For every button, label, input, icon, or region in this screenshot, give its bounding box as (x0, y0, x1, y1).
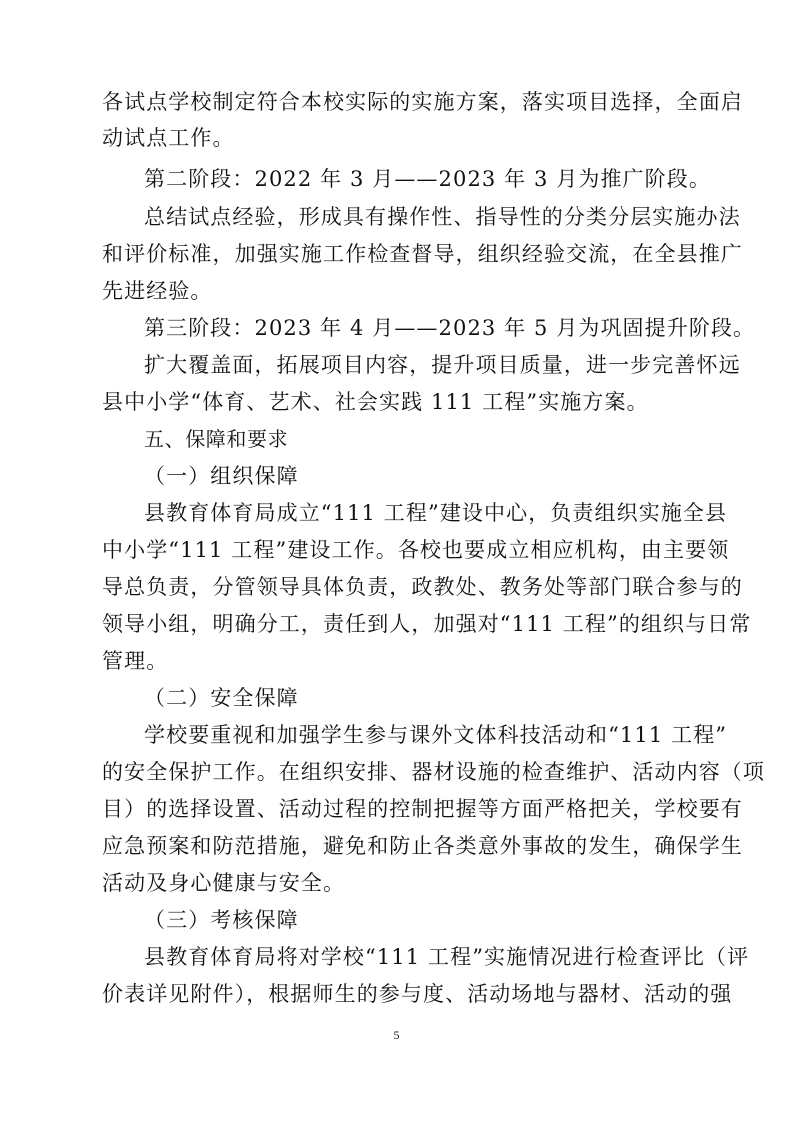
stage-two-line: 第二阶段：2022 年 3 月——2023 年 3 月为推广阶段。 (144, 167, 711, 191)
paragraph-line: 扩大覆盖面，拓展项目内容，提升项目质量，进一步完善怀远 (144, 353, 741, 377)
subsection-heading: （一）组织保障 (144, 464, 299, 488)
stage-three-line: 第三阶段：2023 年 4 月——2023 年 5 月为巩固提升阶段。 (144, 316, 756, 340)
subsection-heading: （三）考核保障 (144, 908, 299, 932)
paragraph-line: 导总负责，分管领导具体负责，政教处、教务处等部门联合参与的 (102, 575, 743, 599)
paragraph-line: 县中小学“体育、艺术、社会实践 111 工程”实施方案。 (102, 390, 649, 414)
paragraph-line: 总结试点经验，形成具有操作性、指导性的分类分层实施办法 (144, 205, 741, 229)
paragraph-line: 先进经验。 (102, 279, 213, 303)
paragraph-line: 活动及身心健康与安全。 (102, 871, 346, 895)
paragraph-line: 县教育体育局将对学校“111 工程”实施情况进行检查评比（评 (144, 945, 750, 969)
paragraph-line: 各试点学校制定符合本校实际的实施方案，落实项目选择，全面启 (102, 90, 743, 114)
paragraph-line: 目）的选择设置、活动过程的控制把握等方面严格把关，学校要有 (102, 797, 743, 821)
paragraph-line: 价表详见附件），根据师生的参与度、活动场地与器材、活动的强 (102, 982, 733, 1006)
page-number: 5 (393, 1028, 400, 1042)
subsection-heading: （二）安全保障 (144, 686, 299, 710)
paragraph-line: 学校要重视和加强学生参与课外文体科技活动和“111 工程” (144, 723, 728, 747)
paragraph-line: 领导小组，明确分工，责任到人，加强对“111 工程”的组织与日常 (102, 612, 752, 636)
section-heading: 五、保障和要求 (144, 427, 289, 451)
paragraph-line: 县教育体育局成立“111 工程”建设中心，负责组织实施全县 (144, 501, 728, 525)
paragraph-line: 和评价标准，加强实施工作检查督导，组织经验交流，在全县推广 (102, 242, 743, 266)
paragraph-line: 的安全保护工作。在组织安排、器材设施的检查维护、活动内容（项 (102, 760, 765, 784)
paragraph-line: 动试点工作。 (102, 126, 235, 150)
paragraph-line: 中小学“111 工程”建设工作。各校也要成立相应机构，由主要领 (102, 538, 730, 562)
paragraph-line: 应急预案和防范措施，避免和防止各类意外事故的发生，确保学生 (102, 834, 743, 858)
paragraph-line: 管理。 (102, 649, 169, 673)
